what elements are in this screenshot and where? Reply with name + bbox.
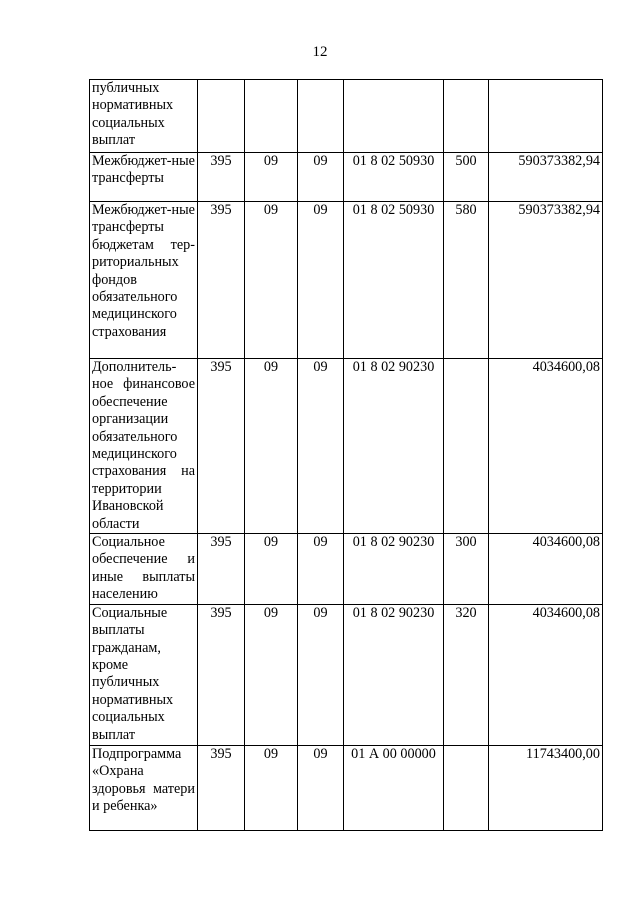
cell-target-article: 01 8 02 50930 (344, 153, 444, 202)
table-row (90, 202, 603, 359)
row-name: Социальное обеспечение и иные выплаты населению (90, 534, 198, 605)
cell-section: 09 (245, 153, 298, 202)
cell-target-article (344, 80, 444, 153)
cell-subsection: 09 (298, 202, 344, 359)
cell-admin-code: 395 (198, 534, 245, 605)
cell-target-article: 01 8 02 50930 (344, 202, 444, 359)
cell-amount (489, 80, 603, 153)
cell-target-article: 01 8 02 90230 (344, 534, 444, 605)
cell-target-article: 01 8 02 90230 (344, 604, 444, 745)
cell-amount: 4034600,08 (489, 534, 603, 605)
row-name: Дополнитель-ное финансовое обеспечение организации обязательного медицинского страхования на территории Ивановской области (90, 359, 198, 534)
cell-admin-code: 395 (198, 202, 245, 359)
row-name: Социальные выплаты гражданам, кроме публичных нормативных социальных выплат (90, 604, 198, 745)
cell-expense-type: 320 (444, 604, 489, 745)
cell-amount: 590373382,94 (489, 202, 603, 359)
cell-amount: 590373382,94 (489, 153, 603, 202)
table-row (90, 359, 603, 534)
cell-admin-code: 395 (198, 359, 245, 534)
budget-table (89, 79, 603, 831)
cell-expense-type: 580 (444, 202, 489, 359)
cell-expense-type (444, 745, 489, 830)
cell-amount: 4034600,08 (489, 359, 603, 534)
cell-section (245, 80, 298, 153)
cell-target-article: 01 8 02 90230 (344, 359, 444, 534)
cell-expense-type: 500 (444, 153, 489, 202)
table-row (90, 745, 603, 830)
cell-section: 09 (245, 202, 298, 359)
page-number: 12 (312, 44, 328, 60)
cell-expense-type (444, 80, 489, 153)
cell-subsection: 09 (298, 153, 344, 202)
row-name: Подпрограмма «Охрана здоровья матери и ребенка» (90, 745, 198, 830)
table-row (90, 604, 603, 745)
table-row (90, 80, 603, 153)
cell-admin-code (198, 80, 245, 153)
cell-subsection: 09 (298, 359, 344, 534)
cell-admin-code: 395 (198, 153, 245, 202)
cell-admin-code: 395 (198, 604, 245, 745)
cell-subsection: 09 (298, 745, 344, 830)
cell-admin-code: 395 (198, 745, 245, 830)
row-name: Межбюджет-ные трансферты (90, 153, 198, 202)
cell-section: 09 (245, 745, 298, 830)
cell-amount: 4034600,08 (489, 604, 603, 745)
cell-amount: 11743400,00 (489, 745, 603, 830)
cell-expense-type: 300 (444, 534, 489, 605)
cell-section: 09 (245, 604, 298, 745)
row-name: Межбюджет-ные трансферты бюджетам тер-риториальных фондов обязательного медицинского страхования (90, 202, 198, 359)
cell-target-article: 01 А 00 00000 (344, 745, 444, 830)
cell-section: 09 (245, 534, 298, 605)
cell-subsection (298, 80, 344, 153)
cell-subsection: 09 (298, 604, 344, 745)
table-row (90, 534, 603, 605)
table-row (90, 153, 603, 202)
row-name: публичных нормативных социальных выплат (90, 80, 198, 153)
cell-section: 09 (245, 359, 298, 534)
cell-subsection: 09 (298, 534, 344, 605)
cell-expense-type (444, 359, 489, 534)
